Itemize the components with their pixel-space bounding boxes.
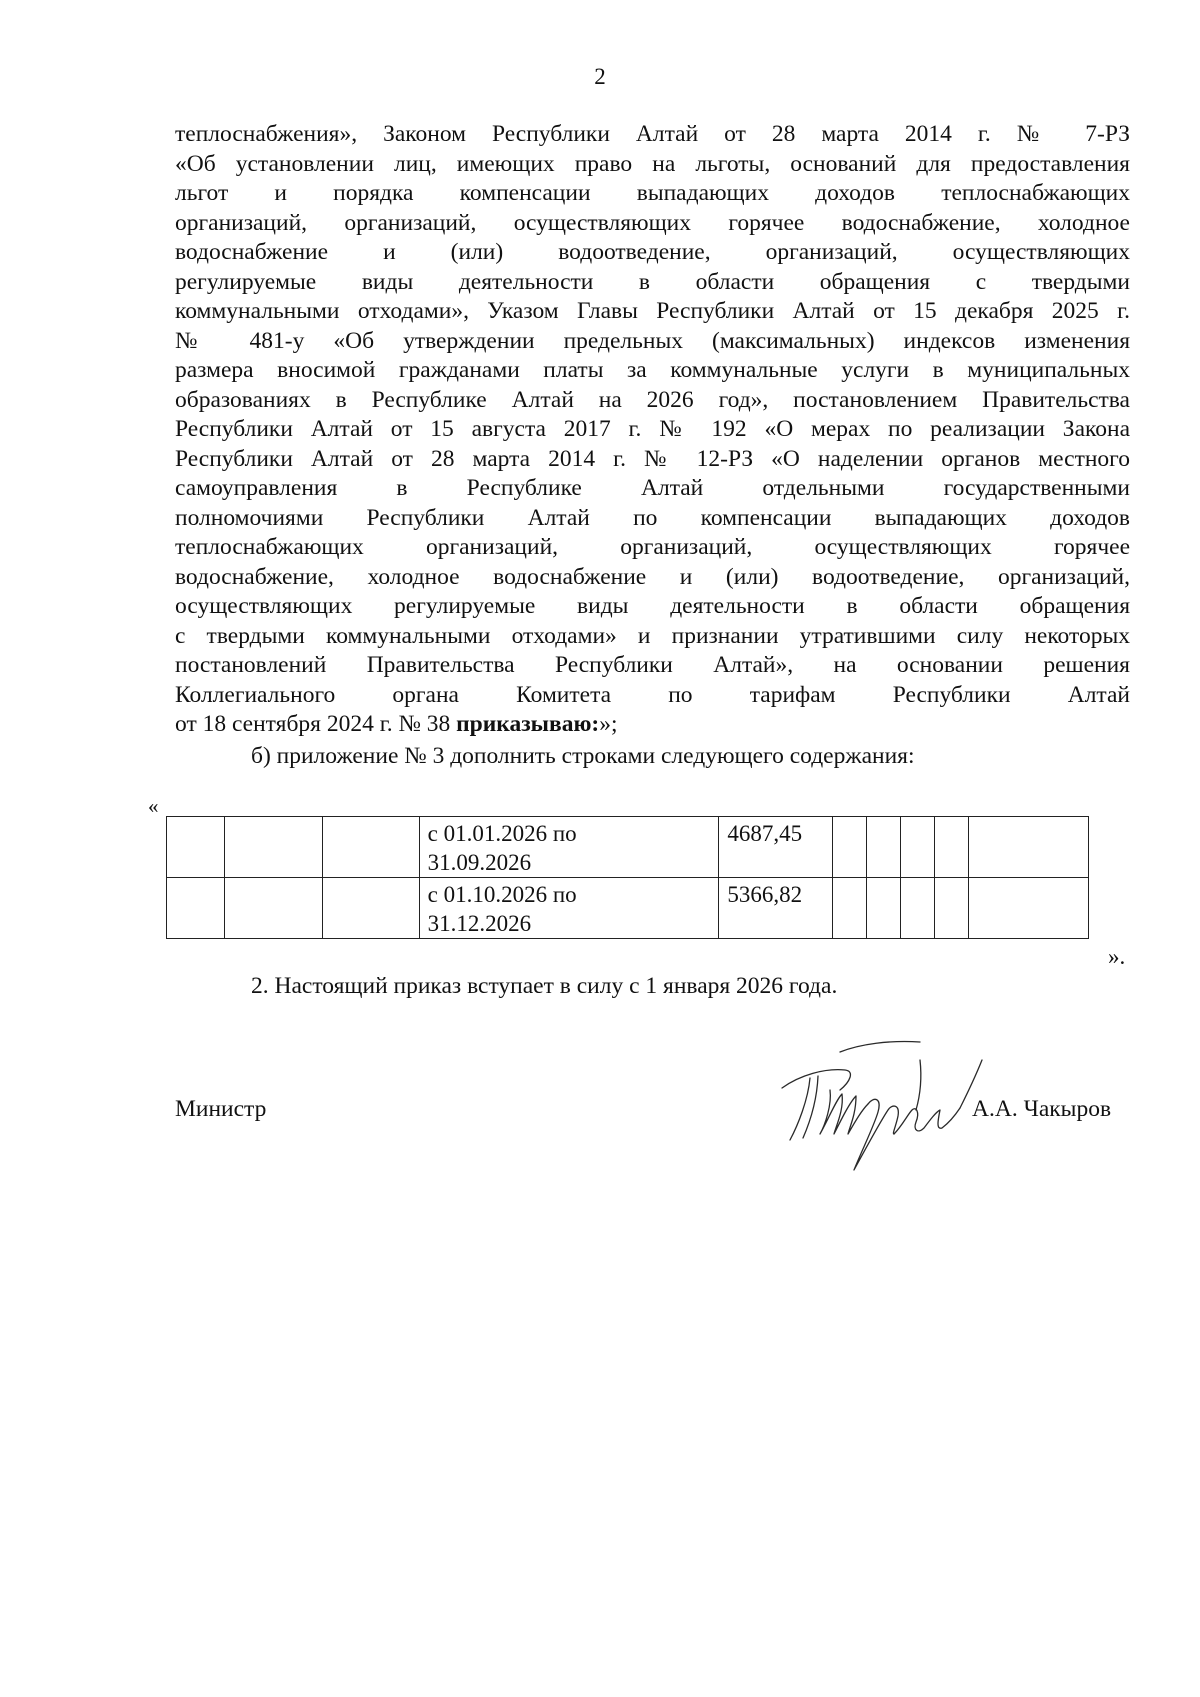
table-cell [322, 817, 419, 878]
paragraph-line: водоснабжение, холодное водоснабжение и (или) водоотведение, организаций, [175, 563, 1130, 590]
paragraph-line: с твердыми коммунальными отходами» и признании утратившими силу некоторых [175, 622, 1130, 649]
table-cell [322, 878, 419, 939]
table-row [167, 817, 1089, 878]
period-end: 31.09.2026 [427, 850, 532, 875]
table-cell [867, 817, 901, 878]
table-cell [167, 878, 225, 939]
page-number: 2 [594, 64, 606, 89]
paragraph-line: теплоснабжения», Законом Республики Алтай от 28 марта 2014 г. № 7-РЗ [175, 121, 1130, 147]
paragraph-line: регулируемые виды деятельности в области обращения с твердыми [175, 268, 1130, 295]
paragraph-line: образованиях в Республике Алтай на 2026 год», постановлением Правительства [175, 386, 1130, 413]
order-keyword: приказываю: [456, 711, 600, 737]
paragraph-line: полномочиями Республики Алтай по компенсации выпадающих доходов [175, 504, 1130, 531]
minister-title: Министр [175, 1096, 267, 1122]
paragraph-line: Республики Алтай от 28 марта 2014 г. № 12-РЗ «О наделении органов местного [175, 445, 1130, 472]
paragraph-line: теплоснабжающих организаций, организаций, осуществляющих горячее [175, 534, 1130, 560]
tariff-value-cell: 5366,82 [719, 878, 833, 939]
period-start: с 01.10.2026 по [427, 882, 577, 907]
item-2-text: 2. Настоящий приказ вступает в силу с 1 января 2026 года. [251, 973, 838, 999]
table-cell [969, 878, 1089, 939]
paragraph-line: № 481-у «Об утверждении предельных (максимальных) индексов изменения [175, 327, 1130, 354]
paragraph-line: Республики Алтай от 15 августа 2017 г. № 192 «О мерах по реализации Закона [175, 416, 1130, 442]
main-text [175, 120, 1130, 771]
table-cell [224, 817, 322, 878]
final-line-end: »; [599, 711, 618, 737]
final-line [175, 710, 1130, 740]
paragraph-line: Коллегиального органа Комитета по тарифам Республики Алтай [175, 681, 1130, 708]
tariff-value-cell: 4687,45 [719, 817, 833, 878]
period-cell [419, 878, 719, 939]
paragraph-line: организаций, организаций, осуществляющих горячее водоснабжение, холодное [175, 209, 1130, 236]
paragraph-line: размера вносимой гражданами платы за коммунальные услуги в муниципальных [175, 357, 1130, 383]
paragraph-line: льгот и порядка компенсации выпадающих доходов теплоснабжающих [175, 180, 1130, 206]
table-row [167, 878, 1089, 939]
period-start: с 01.01.2026 по [427, 821, 577, 846]
table-cell [935, 878, 969, 939]
paragraph-line: «Об установлении лиц, имеющих право на льготы, оснований для предоставления [175, 150, 1130, 177]
table-cell [901, 878, 935, 939]
table-cell [833, 878, 867, 939]
quote-open-mark: « [148, 794, 159, 818]
table-cell [969, 817, 1089, 878]
table-cell [167, 817, 225, 878]
minister-name: А.А. Чакыров [972, 1096, 1112, 1122]
paragraph-line: постановлений Правительства Республики Алтай», на основании решения [175, 652, 1130, 678]
final-line-start: от 18 сентября 2024 г. № 38 [175, 711, 457, 737]
tariff-table [166, 816, 1089, 939]
paragraph-line: водоснабжение и (или) водоотведение, организаций, осуществляющих [175, 239, 1130, 265]
period-end: 31.12.2026 [427, 911, 532, 936]
period-cell [419, 817, 719, 878]
table-cell [901, 817, 935, 878]
paragraph-line: самоуправления в Республике Алтай отдельными государственными [175, 475, 1130, 501]
table-cell [224, 878, 322, 939]
table-cell [867, 878, 901, 939]
item-b-text: б) приложение № 3 дополнить строками следующего содержания: [251, 742, 915, 769]
table-cell [935, 817, 969, 878]
quote-close-mark: ». [1108, 944, 1126, 969]
signature-image [770, 1030, 990, 1180]
table-cell [833, 817, 867, 878]
paragraph-line: коммунальными отходами», Указом Главы Республики Алтай от 15 декабря 2025 г. [175, 298, 1130, 324]
paragraph-line: осуществляющих регулируемые виды деятельности в области обращения [175, 593, 1130, 619]
